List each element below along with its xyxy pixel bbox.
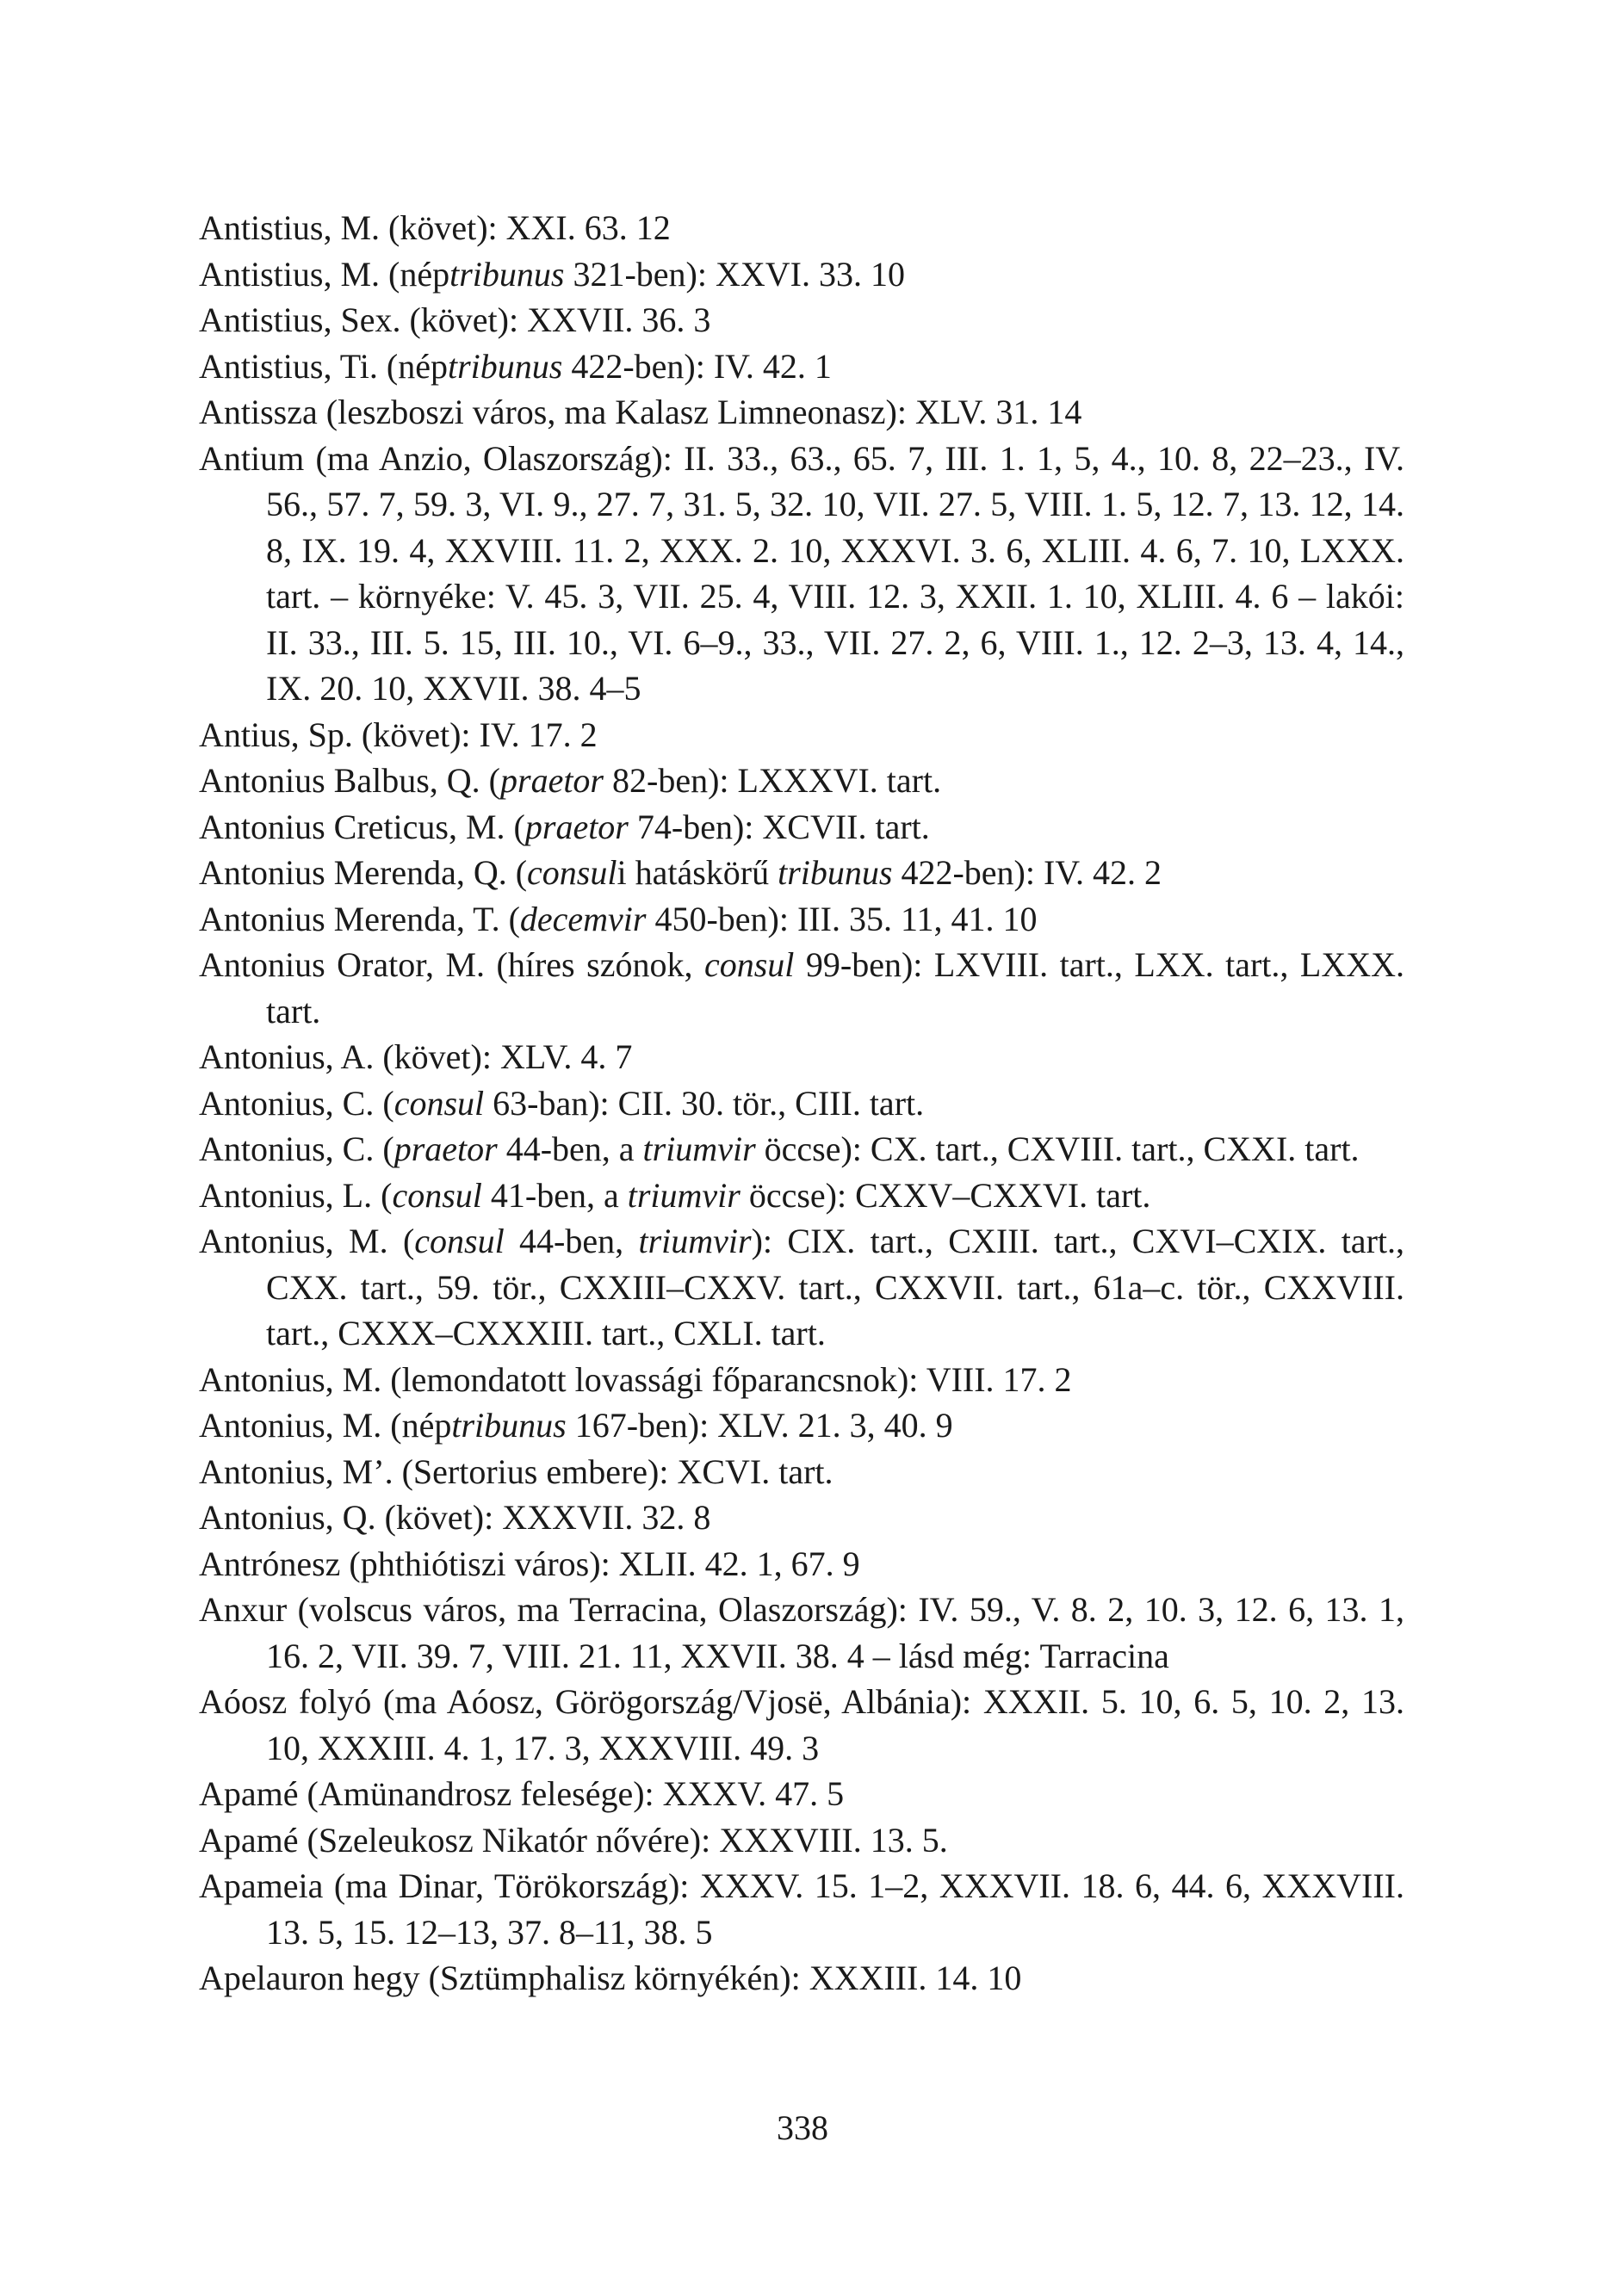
entry-text: Antonius, M. ( — [199, 1222, 415, 1260]
index-entry — [199, 1771, 1404, 1817]
entry-text: Antistius, Sex. (követ): XXVII. 36. 3 — [199, 300, 711, 339]
italic-term: tribunus — [451, 1406, 567, 1445]
index-entry — [199, 251, 1404, 298]
index-entry — [199, 804, 1404, 851]
italic-term: tribunus — [447, 346, 563, 386]
index-entry — [199, 712, 1404, 758]
entry-text: Antonius Creticus, M. ( — [199, 807, 525, 846]
entry-text: Antonius, M. (nép — [199, 1406, 452, 1445]
entry-text: i hatáskörű — [617, 853, 778, 892]
index-entry — [199, 758, 1404, 804]
entry-text: 74-ben): XCVII. tart. — [628, 807, 930, 846]
entry-text: Antius, Sp. (követ): IV. 17. 2 — [199, 715, 598, 754]
entry-text: Aóosz folyó (ma Aóosz, Görögország/Vjosë, Albánia): XXXII. 5. 10, 6. 5, 10. 2, 13. 10, XXXIII. 4. 1, 17. 3, XXXVIII. 49. 3 — [199, 1682, 1404, 1767]
italic-term: praetor — [524, 807, 629, 846]
entry-text: Antonius Orator, M. (híres szónok, — [199, 945, 704, 984]
index-entry — [199, 1449, 1404, 1495]
italic-term: consul — [527, 853, 617, 892]
entry-text: Apameia (ma Dinar, Törökország): XXXV. 15. 1–2, XXXVII. 18. 6, 44. 6, XXXVIII. 13. 5, 15. 12–13, 37. 8–11, 38. 5 — [199, 1866, 1404, 1952]
entry-text: 63-ban): CII. 30. tör., CIII. tart. — [484, 1083, 925, 1123]
entry-text: 167-ben): XLV. 21. 3, 40. 9 — [566, 1406, 953, 1445]
entry-text: Antonius Merenda, Q. ( — [199, 853, 528, 892]
italic-term: triumvir — [642, 1129, 756, 1168]
entry-text: 422-ben): IV. 42. 1 — [562, 346, 832, 386]
entry-text: Antonius Merenda, T. ( — [199, 899, 520, 938]
index-entry — [199, 1679, 1404, 1771]
italic-term: consul — [392, 1175, 482, 1215]
entry-text: Antonius, L. ( — [199, 1175, 393, 1215]
entry-text: Apamé (Szeleukosz Nikatór nővére): XXXVIII. 13. 5. — [199, 1820, 948, 1860]
italic-term: consul — [394, 1083, 485, 1123]
entry-text: 82-ben): LXXXVI. tart. — [604, 761, 942, 800]
index-entry — [199, 1034, 1404, 1080]
entry-text: ): CIX. tart., CXIII. tart., CXVI–CXIX. tart., CXX. tart., 59. tör., CXXIII–CXXV. tart., CXXVII. tart., 61a–c. tör., CXXVIII. tart., CXXX–CXXXIII. tart., CXLI. tart. — [266, 1222, 1404, 1352]
entry-text: Antium (ma Anzio, Olaszország): II. 33., 63., 65. 7, III. 1. 1, 5, 4., 10. 8, 22–23., IV. 56., 57. 7, 59. 3, VI. 9., 27. 7, 31. 5, 32. 10, VII. 27. 5, VIII. 1. 5, 12. 7, 13. 12, 14. 8, IX. 19. 4, XXVIII. 11. 2, XXX. 2. 10, XXXVI. 3. 6, XLIII. 4. 6, 7. 10, LXXX. tart. – környéke: V. 45. 3, VII. 25. 4, VIII. 12. 3, XXII. 1. 10, XLIII. 4. 6 – lakói: II. 33., III. 5. 15, III. 10., VI. 6–9., 33., VII. 27. 2, 6, VIII. 1., 12. 2–3, 13. 4, 14., IX. 20. 10, XXVII. 38. 4–5 — [199, 438, 1404, 708]
entry-text: 41-ben, a — [481, 1175, 628, 1215]
index-entry — [199, 205, 1404, 251]
italic-term: tribunus — [778, 853, 893, 892]
index-entry — [199, 436, 1404, 712]
index-entry — [199, 1955, 1404, 2002]
entry-text: Antonius, C. ( — [199, 1083, 394, 1123]
entry-text: öccse): CXXV–CXXVI. tart. — [740, 1175, 1151, 1215]
entry-text: Antonius, M’. (Sertorius embere): XCVI. tart. — [199, 1451, 833, 1491]
index-entry — [199, 1402, 1404, 1449]
index-entry — [199, 343, 1404, 390]
entry-text: Antonius Balbus, Q. ( — [199, 761, 500, 800]
italic-term: praetor — [500, 761, 604, 800]
entry-text: 422-ben): IV. 42. 2 — [892, 853, 1162, 892]
entry-text: 321-ben): XXVI. 33. 10 — [564, 254, 905, 294]
page-number: 338 — [777, 2108, 828, 2147]
italic-term: triumvir — [627, 1175, 741, 1215]
index-entry — [199, 850, 1404, 896]
entry-text: Antonius, M. (lemondatott lovassági főparancsnok): VIII. 17. 2 — [199, 1359, 1072, 1399]
index-entry — [199, 942, 1404, 1034]
entry-text: Apelauron hegy (Sztümphalisz környékén): XXXIII. 14. 10 — [199, 1959, 1022, 1997]
index-entry — [199, 1357, 1404, 1403]
entry-text: Anxur (volscus város, ma Terracina, Olaszország): IV. 59., V. 8. 2, 10. 3, 12. 6, 13. 1, 16. 2, VII. 39. 7, VIII. 21. 11, XXVII. 38. 4 – lásd még: Tarracina — [199, 1590, 1404, 1675]
entry-text: Antistius, Ti. (nép — [199, 346, 448, 386]
italic-term: consul — [703, 945, 795, 984]
italic-term: decemvir — [519, 899, 647, 938]
name-index — [199, 205, 1404, 2002]
index-entry — [199, 1218, 1404, 1357]
index-entry — [199, 1080, 1404, 1127]
entry-text: Antonius, Q. (követ): XXXVII. 32. 8 — [199, 1498, 711, 1537]
entry-text: Apamé (Amünandrosz felesége): XXXV. 47. 5 — [199, 1774, 845, 1813]
entry-text: Antissza (leszboszi város, ma Kalasz Limneonasz): XLV. 31. 14 — [199, 393, 1082, 431]
entry-text: 44-ben, a — [497, 1129, 643, 1168]
entry-text: öccse): CX. tart., CXVIII. tart., CXXI. tart. — [755, 1129, 1360, 1168]
italic-term: tribunus — [449, 254, 565, 294]
index-entry — [199, 1863, 1404, 1955]
entry-text: Antonius, A. (követ): XLV. 4. 7 — [199, 1037, 633, 1076]
index-entry — [199, 1126, 1404, 1173]
index-entry — [199, 1587, 1404, 1679]
index-entry — [199, 1173, 1404, 1219]
entry-text: 99-ben): LXVIII. tart., LXX. tart., LXXX. tart. — [266, 945, 1405, 1030]
index-entry — [199, 297, 1404, 343]
index-entry — [199, 389, 1404, 436]
index-entry — [199, 896, 1404, 943]
italic-term: triumvir — [638, 1222, 752, 1260]
entry-text: Antistius, M. (követ): XXI. 63. 12 — [199, 208, 671, 247]
entry-text: 44-ben, — [504, 1222, 639, 1260]
index-entry — [199, 1541, 1404, 1587]
entry-text: Antistius, M. (nép — [199, 254, 450, 294]
entry-text: 450-ben): III. 35. 11, 41. 10 — [646, 899, 1038, 938]
italic-term: praetor — [394, 1129, 498, 1168]
italic-term: consul — [414, 1222, 505, 1260]
index-entry — [199, 1817, 1404, 1864]
index-entry — [199, 1495, 1404, 1541]
entry-text: Antonius, C. ( — [199, 1129, 394, 1168]
entry-text: Antrónesz (phthiótiszi város): XLII. 42. 1, 67. 9 — [199, 1544, 860, 1583]
